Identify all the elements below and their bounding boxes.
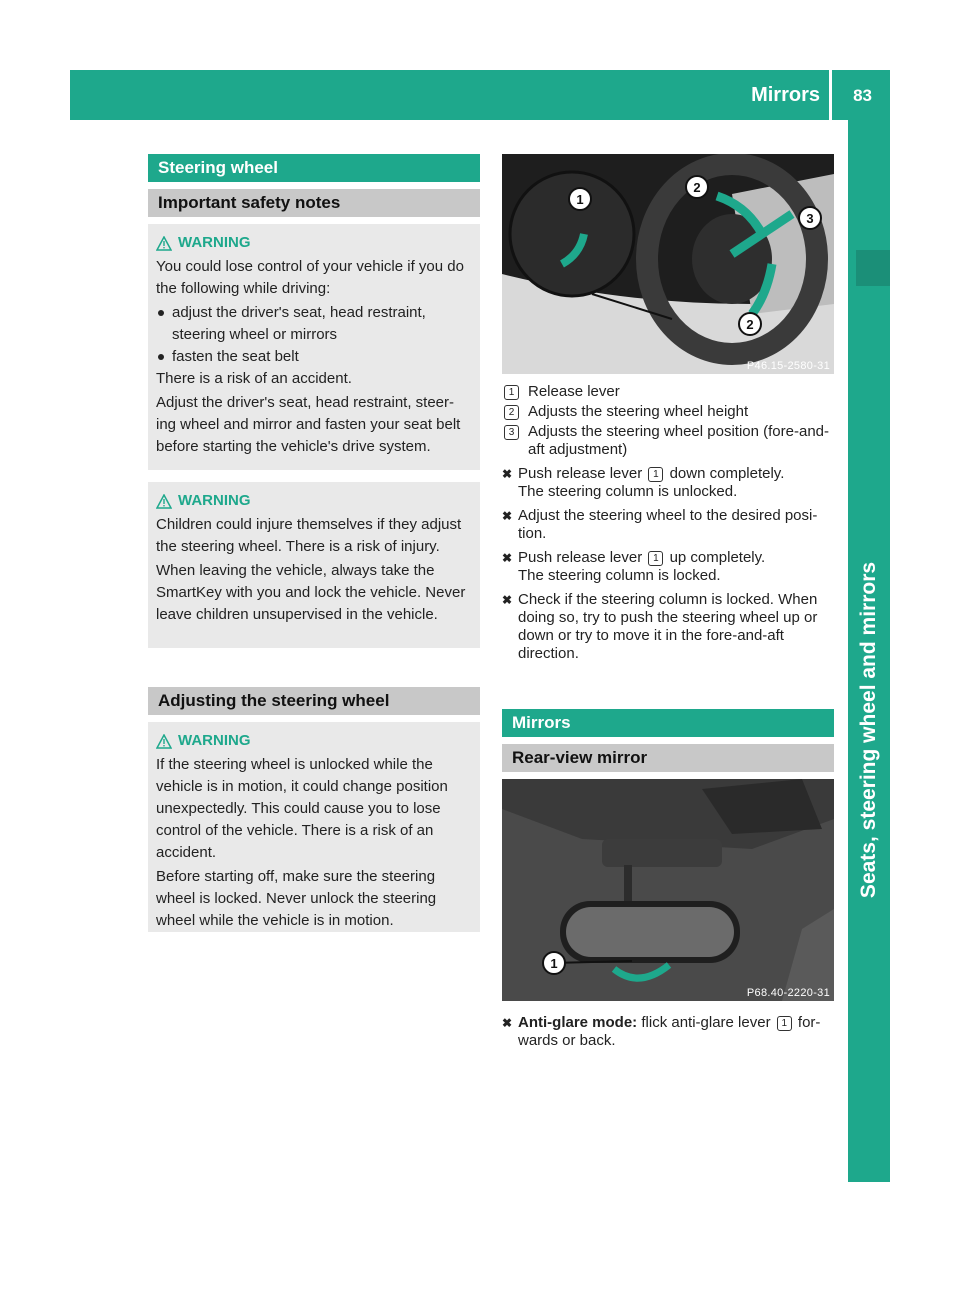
warning-box-1 [148,224,480,470]
rear-view-mirror-illustration [502,779,834,1001]
legend-text: Adjusts the steering wheel height [528,403,749,420]
callout-number: 1 [648,551,663,566]
instruction-step [502,549,834,585]
page-number: 83 [853,86,872,105]
warning-text: There is a risk of an accident. [156,370,352,387]
warning-header [156,232,472,254]
callout-number: 3 [504,425,519,440]
step-result: The steering column is unlocked. [518,483,738,500]
warning-bullet-list [156,302,472,368]
warning-box-2 [148,482,480,648]
steering-wheel-figure [502,154,834,374]
step-text: for-wards or back. [518,1014,821,1049]
svg-text:3: 3 [806,211,814,226]
step-text: Push release lever [518,549,643,566]
figure-code: P46.15-2580-31 [746,360,830,372]
warning-text: If the steering wheel is unlocked while the vehicle is in motion, it could change position unexpectedly. This could cause you to lose control of the vehicle. There is a risk of an accident. [156,756,448,861]
step-arrow-icon: ✖ [502,467,513,481]
subsection-title-adjusting: Adjusting the steering wheel [148,687,480,715]
svg-text:2: 2 [693,180,701,195]
section-title-steering-wheel: Steering wheel [148,154,480,182]
svg-text:1: 1 [550,956,558,971]
step-arrow-icon: ✖ [502,593,513,607]
callout-number: 1 [777,1016,792,1031]
warning-text: You could lose control of your vehicle if you do the following while driving: [156,258,464,297]
warning-label: WARNING [178,234,251,251]
step-result: The steering column is locked. [518,567,721,584]
warning-triangle-icon [156,494,172,509]
instruction-step [502,1014,834,1050]
page-header [70,70,890,120]
instruction-step [502,465,834,501]
figure-code: P68.40-2220-31 [746,987,830,999]
legend-item [502,403,834,421]
step-arrow-icon: ✖ [502,509,513,523]
legend-item [502,383,834,401]
step-text: down completely. [669,465,785,482]
rear-view-mirror-figure [502,779,834,1001]
side-chapter-marker [856,250,890,286]
legend-text: Release lever [528,383,620,400]
warning-text: When leaving the vehicle, always take the SmartKey with you and lock the vehicle. Never leave children unsupervised in the vehicle. [156,562,466,623]
warning-label: WARNING [178,492,251,509]
step-label: Anti-glare mode: [518,1014,638,1031]
legend-item [502,423,834,459]
list-item: adjust the driver's seat, head restraint, steering wheel or mirrors [156,302,472,346]
section-title-mirrors: Mirrors [502,709,834,737]
side-chapter-label: Seats, steering wheel and mirrors [857,561,880,899]
instruction-step [502,591,834,663]
subsection-title-rear-view-mirror: Rear-view mirror [502,744,834,772]
list-item: fasten the seat belt [156,346,472,368]
warning-triangle-icon [156,236,172,251]
warning-text: Adjust the driver's seat, head restraint, steer-ing wheel and mirror and fasten your seat belt before starting the vehicle's drive system. [156,394,461,455]
step-text: flick anti-glare lever [641,1014,771,1031]
instruction-step [502,507,834,543]
legend-text: Adjusts the steering wheel position (fore-and-aft adjustment) [528,423,829,458]
warning-text: Children could injure themselves if they adjust the steering wheel. There is a risk of injury. [156,516,462,555]
header-divider [829,70,832,120]
step-arrow-icon: ✖ [502,1016,513,1030]
step-arrow-icon: ✖ [502,551,513,565]
right-column-text [502,383,834,663]
svg-text:2: 2 [746,317,754,332]
step-text: up completely. [669,549,766,566]
svg-text:1: 1 [576,192,584,207]
header-title: Mirrors [751,84,820,106]
warning-header [156,730,472,752]
warning-box-3 [148,722,480,932]
callout-number: 2 [504,405,519,420]
step-text: Adjust the steering wheel to the desired posi-tion. [518,507,818,542]
warning-label: WARNING [178,732,251,749]
warning-text: Before starting off, make sure the steering wheel is locked. Never unlock the steering wheel while the vehicle is in motion. [156,868,437,929]
steering-wheel-illustration [502,154,834,374]
callout-number: 1 [504,385,519,400]
step-text: Push release lever [518,465,643,482]
warning-triangle-icon [156,734,172,749]
callout-number: 1 [648,467,663,482]
warning-header [156,490,472,512]
step-text: Check if the steering column is locked. When doing so, try to push the steering wheel up or down or try to move it in the fore-and-aft direction. [518,591,818,662]
right-column-final-step [502,1014,834,1050]
subsection-title-safety-notes: Important safety notes [148,189,480,217]
